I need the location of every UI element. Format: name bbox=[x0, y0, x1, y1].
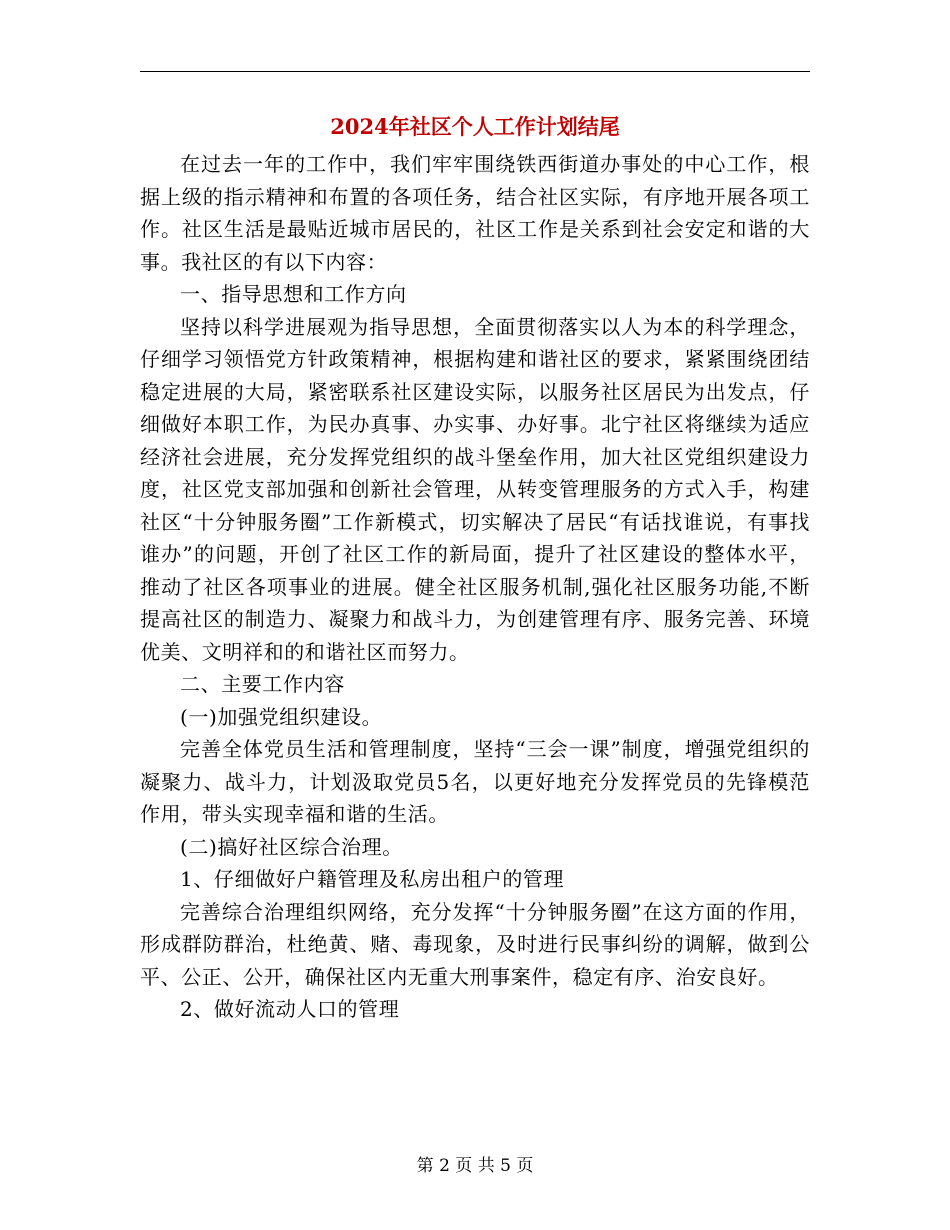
item-heading-household-registration: 1、仔细做好户籍管理及私房出租户的管理 bbox=[180, 867, 565, 891]
header-rule bbox=[140, 71, 810, 72]
party-building-paragraph: 完善全体党员生活和管理制度，坚持“三会一课”制度，增强党组织的凝聚力、战斗力，计划汲取党员5名，以更好地充分发挥党员的先锋模范作用，带头实现幸福和谐的生活。 bbox=[140, 737, 810, 826]
governance-paragraph: 完善综合治理组织网络，充分发挥“十分钟服务圈”在这方面的作用，形成群防群治，杜绝黄、赌、毒现象，及时进行民事纠纷的调解，做到公平、公正、公开，确保社区内无重大刑事案件，稳定有序、治安良好。 bbox=[140, 899, 810, 989]
page-number-footer: 第 2 页 共 5 页 bbox=[416, 1156, 534, 1176]
intro-paragraph: 在过去一年的工作中，我们牢牢围绕铁西街道办事处的中心工作，根据上级的指示精神和布置的各项任务，结合社区实际，有序地开展各项工作。社区生活是最贴近城市居民的，社区工作是关系到社会安定和谐的大事。我社区的有以下内容： bbox=[140, 152, 810, 274]
subsection-heading-party-building: (一)加强党组织建设。 bbox=[180, 704, 383, 729]
section-heading-main-work: 二、主要工作内容 bbox=[180, 672, 345, 696]
document-title: 2024年社区个人工作计划结尾 bbox=[330, 114, 620, 139]
section-heading-guiding-ideology: 一、指导思想和工作方向 bbox=[180, 282, 407, 306]
subsection-heading-governance: (二)搞好社区综合治理。 bbox=[180, 834, 403, 859]
item-heading-floating-population: 2、做好流动人口的管理 bbox=[180, 997, 400, 1021]
guiding-ideology-paragraph: 坚持以科学进展观为指导思想，全面贯彻落实以人为本的科学理念，仔细学习领悟党方针政策精神，根据构建和谐社区的要求，紧紧围绕团结稳定进展的大局，紧密联系社区建设实际，以服务社区居民为出发点，仔细做好本职工作，为民办真事、办实事、办好事。北宁社区将继续为适应经济社会进展，充分发挥党组织的战斗堡垒作用，加大社区党组织建设力度，社区党支部加强和创新社会管理，从转变管理服务的方式入手，构建社区“十分钟服务圈”工作新模式，切实解决了居民“有话找谁说，有事找谁办”的问题，开创了社区工作的新局面，提升了社区建设的整体水平，推动了社区各项事业的进展。健全社区服务机制,强化社区服务功能,不断提高社区的制造力、凝聚力和战斗力，为创建管理有序、服务完善、环境优美、文明祥和的和谐社区而努力。 bbox=[140, 314, 810, 664]
document-body bbox=[140, 148, 810, 1026]
